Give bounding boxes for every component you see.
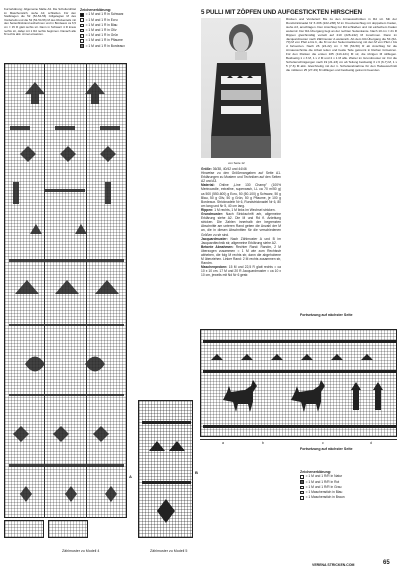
legend-top xyxy=(80,8,168,49)
chart-b-motifs xyxy=(139,401,194,539)
footer-page-number: 65 xyxy=(383,560,390,566)
chart-a-footer-grid xyxy=(4,520,44,538)
text-paragraph: Jacquardmuster: Nach Zählmuster A und B im Jacquardtechnik str, allgemeine Erklärung siehe A2. xyxy=(201,236,281,245)
footer-brand: VERENA STRICKEN.COM xyxy=(312,563,355,567)
legend-item: = 1 M und 1 R in Bordeaux xyxy=(80,44,168,49)
sweater-illustration xyxy=(201,18,281,158)
chart-a-label-A: A xyxy=(129,474,132,479)
text-paragraph: Größe: 36/38, 40/42 und 44/46 xyxy=(201,167,247,171)
chart-a-guide-line xyxy=(44,63,45,518)
legend-item: • = 1 M und 1 R/R in Grau xyxy=(301,484,342,490)
chart-b-caption: Zählmuster zu Modell 5 xyxy=(150,549,188,553)
chart-a-grid xyxy=(4,63,127,518)
legend-item: × = 1 Maschenstich in Blau xyxy=(301,489,343,495)
legend-bottom xyxy=(300,470,396,500)
text-paragraph: Material: Online „Line 130 Champ" (100% Merinowolle, extrafine, superwash, LL ca 70 m/50 g) ca 500 (550-600) g Ecru, 50 (50-100) g Schwarz, 50 g Blau, 50 g Oliv, 50 g Grün, 50 g Pflaume, je 100 g Bordeaux. Stricknadeln Nr 6, Rundstricknadel Nr 6, 80 cm lang und Nr 5, 40 cm lang. xyxy=(201,183,282,208)
chart-c-label-b: b xyxy=(262,441,264,445)
text-paragraph: Maschenproben: 15 M und 22,5 R glatt rechts = ca 10 x 10 cm. 17 M und 20 R Jacquardmuster = ca 10 x 10 cm, jeweils mit Nd Nr 6 gestr. xyxy=(201,265,281,278)
chart-c-continued: Fortsetzung auf nächster Seite xyxy=(300,447,353,451)
legend-item: / = 1 M und 1 R in Grün xyxy=(81,33,119,38)
chart-a-footer-grid xyxy=(48,520,88,538)
photo-caption: von Seite 12 xyxy=(228,161,245,165)
legend-bottom-title: Zeichenerklärung: xyxy=(300,470,332,474)
chart-c-label-a: a xyxy=(222,441,224,445)
legend-item: × = 1 M und 1 R in Oliv xyxy=(81,27,117,33)
legend-item: = 1 M und 1 R/R in Rot xyxy=(300,480,396,485)
chart-c-label-d: d xyxy=(370,441,372,445)
text-paragraph: Rippen: 1 M rechts, 1 M links im Wechsel stricken. xyxy=(201,207,276,212)
text-paragraph: Hinweise zu den Größenangaben auf Seite A1. Erklärungen zu Mustern und Techniken auf den Seiten A2 und A3. xyxy=(201,171,281,184)
legend-item: = 1 M und 1 R/R in Natur xyxy=(300,474,396,479)
legend-item: = 1 M und 1 R in Ecru xyxy=(80,18,168,23)
continued-note: Fortsetzung auf nächster Seite xyxy=(300,313,353,317)
legend-top-title: Zeichenerklärung: xyxy=(80,8,112,12)
page-header xyxy=(201,9,362,16)
chart-a-guide-line xyxy=(86,63,87,518)
right-text-column: Rücken und Vorderteil: Bis zu den Armausschnitten in Rd str. Mit der Rundstricknadel Nr 6 206 (222-238) M im Kreuzanschlag mit doppeltem Faden, siehe A3, anschlagen. Den Anschlag zur Rd schließen und mit einfachem Faden weiterstr. Der Rd-Übergang liegt an der rechten Seitenkante. Nach 10 cm = 21 R Rippen gleichmäßig verteilt auf 210 (226-242) M zunehmen. Dann im Jacquardmuster nach Zählmuster A weiterarb. Ab dem Rd-Übergang die 54 (62-70) M von Pfeil a bis b, die M vor der Seitenmarkierung mit den M von Pfeil c bis d fortsetzen. Nach 26 (24-22) cm = 58 (54-50) R ab Anschlag für die Armausschnitte die Arbeit teilen und beide Teile getrennt in Reihen fortsetzen. Für den Rücken die ersten 105 (113-121) M str, die übrigen M stilllegen. Beidseitig 1 x 3 M, 1 x 2 M und 2 x 1 M abk. Weiter im Grundmuster str. Für die Schulterschrägungen nach 19 (21-23) cm ab Teilung beidseitig 3 x 6 (6-7) M, 1 x 5 (7-6) M abk. Gleichzeitig mit der 1. Schulterabnahme für den Halsausschnitt die mittleren 25 (27-29) M stilllegen und beidseitig getrennt beenden. xyxy=(286,17,397,72)
page-title: 5 PULLI MIT ZÖPFEN UND AUFGESTICKTEN HIRSCHEN xyxy=(201,9,362,16)
chart-a-motifs xyxy=(5,64,128,519)
chart-b-label-B: B xyxy=(195,470,198,475)
legend-item: ◦ = 1 Maschenstich in Braun xyxy=(301,495,345,500)
chart-b-grid xyxy=(138,400,193,538)
legend-item: = 1 M und 1 R in Schwarz xyxy=(80,12,168,17)
chart-c-bracket xyxy=(200,439,397,440)
chart-c-label-c: c xyxy=(322,441,324,445)
legend-item: ◦ = 1 M und 1 R in Pflaume xyxy=(81,38,123,44)
text-paragraph: Grundmuster: Nach Strickschrift arb, allgemeine Erklärung siehe A2. Die M und Rd fl. Anleitung stricken. Die Zahlen innerhalb der begrenzten Abschnitte am unteren Rand geben die Anzahl der M an, die in diesen Abschnitten für die verschiedenen Größen zu str sind. xyxy=(201,212,282,237)
left-note: Kurzerklärung: Allgemeine Maße A3. Die Schulterdrittel im Maschenstich, siehe A3, schließen. Für den Steilkragen die 52 (52-54-56) zöllgelegten M des Vorderteils und die 52 (52-54-56) M des Rückenteils mit den Seitenblickrand aufnehmen und in Bordeaux ca 6,5 cm = 15 R glatt rechts str. Dann in Schwarz 4 R kraus rechts str, dabei mit 1 Rd rechts beginnen. Danach alle M rechts abk. Ärmel einsetzen. xyxy=(4,7,76,37)
legend-item: • = 1 M und 1 R in Blau xyxy=(81,22,118,28)
middle-text-column xyxy=(201,167,281,278)
chart-c-grid xyxy=(200,329,397,437)
text-paragraph: Betonte Abnahmen: Rechter Rand: Randm, 2 M überzogen zusammen = 1 M wie zum Rechtsstr abheben, die folg M rechts str, dann die abgehobene M überziehen. Linker Rand: 2 M rechts zusammen str, Randm. xyxy=(201,244,282,266)
chart-a-caption: Zählmuster zu Modell 4 xyxy=(62,549,100,553)
chart-c-motifs xyxy=(201,330,398,438)
model-photo xyxy=(201,18,281,158)
